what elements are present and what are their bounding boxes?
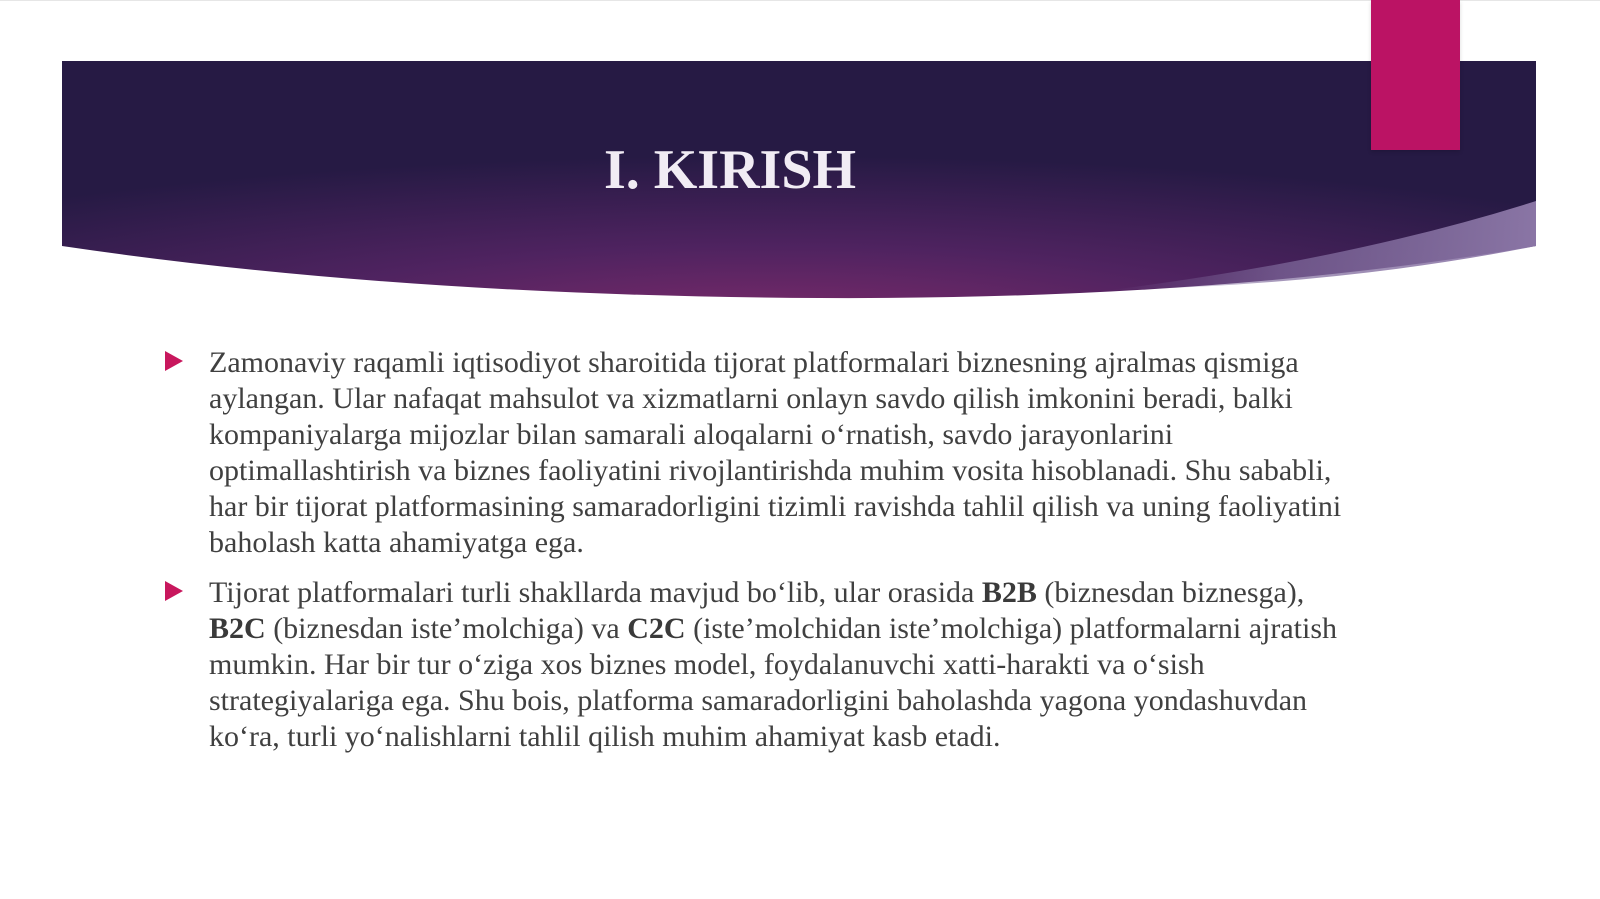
- bold-term-b2c: B2C: [209, 612, 266, 645]
- text-run: (iste’molchidan iste’molchiga) platformalarni ajratish mumkin. Har bir tur o‘ziga xos biznes model, foydalanuvchi xatti-harakti va o‘sish strategiyalariga ega. Shu bois, platforma samaradorligini baholashda yagona yondashuvdan ko‘ra, turli yo‘nalishlarni tahlil qilish muhim ahamiyat kasb etadi.: [209, 612, 1338, 753]
- list-item: [165, 345, 1365, 561]
- text-run: (biznesdan biznesga),: [1036, 576, 1305, 609]
- text-run: (biznesdan iste’molchiga) va: [265, 612, 628, 645]
- triangle-bullet-icon: [165, 581, 183, 601]
- bullet-text: [209, 575, 1365, 755]
- bullet-text: Zamonaviy raqamli iqtisodiyot sharoitida tijorat platformalari biznesning ajralmas qismiga aylangan. Ular nafaqat mahsulot va xizmatlarni onlayn savdo qilish imkonini beradi, balki kompaniyalarga mijozlar bilan samarali aloqalarni o‘rnatish, savdo jarayonlarini optimallashtirish va biznes faoliyatini rivojlantirishda muhim vosita hisoblanadi. Shu sababli, har bir tijorat platformasining samaradorligini tizimli ravishda tahlil qilish va uning faoliyatini baholash katta ahamiyatga ega.: [209, 346, 1342, 559]
- accent-bar: [1371, 0, 1460, 150]
- slide-title: I. KIRISH: [603, 139, 857, 201]
- bold-term-b2b: B2B: [981, 576, 1037, 609]
- bold-term-c2c: C2C: [627, 612, 686, 645]
- text-run: Tijorat platformalari turli shakllarda mavjud bo‘lib, ular orasida: [209, 576, 982, 609]
- bullet-list: [165, 345, 1365, 769]
- list-item: [165, 575, 1365, 755]
- triangle-bullet-icon: [165, 351, 183, 371]
